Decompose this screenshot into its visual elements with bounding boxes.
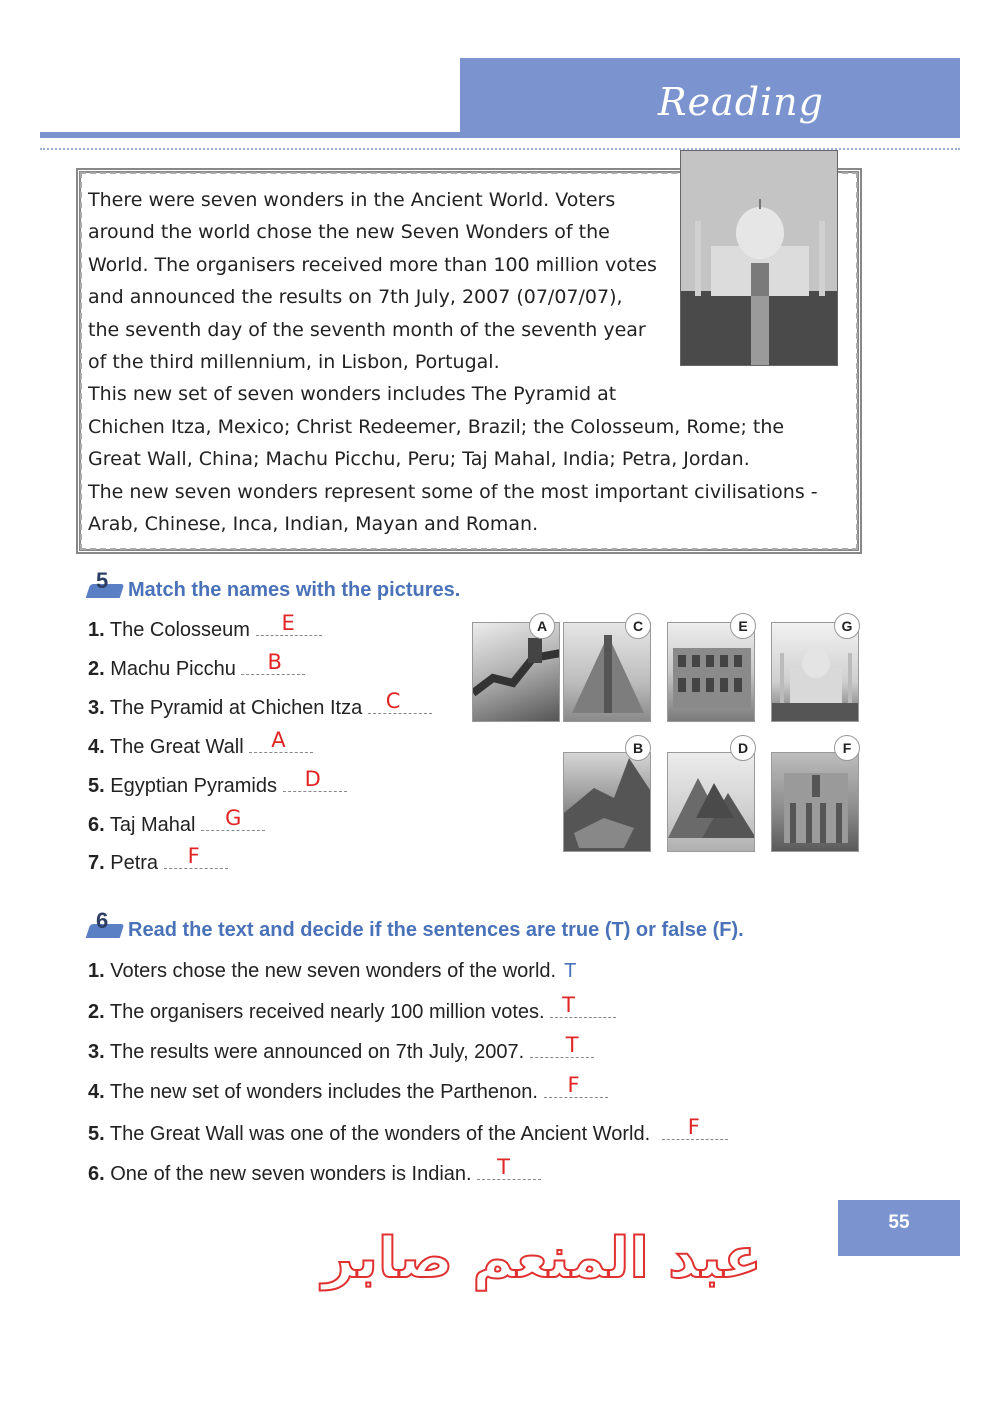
tf-item: 6. One of the new seven wonders is Indian. T xyxy=(88,1162,541,1186)
answer-blank[interactable]: F xyxy=(544,1080,608,1098)
picture-label: A xyxy=(529,613,555,639)
passage-line: This new set of seven wonders includes The Pyramid at xyxy=(88,383,617,406)
answer-blank[interactable]: T xyxy=(530,1040,594,1058)
passage-line: World. The organisers received more than 100 million votes xyxy=(88,253,657,276)
petra-photo xyxy=(771,752,859,852)
match-item: 7. Petra F xyxy=(88,851,228,875)
tf-item: 5. The Great Wall was one of the wonders of the Ancient World. F xyxy=(88,1122,728,1146)
page-title: Reading xyxy=(657,80,824,124)
answer-blank[interactable]: T xyxy=(550,1000,616,1018)
picture-label: G xyxy=(834,613,860,639)
book-number-icon: 6 xyxy=(88,916,122,940)
passage-line: Great Wall, China; Machu Picchu, Peru; Taj Mahal, India; Petra, Jordan. xyxy=(88,448,750,471)
section-6-heading: 6 Read the text and decide if the sentences are true (T) or false (F). xyxy=(88,916,744,942)
picture-label: B xyxy=(625,735,651,761)
answer-blank[interactable]: G xyxy=(201,813,265,831)
taj-mahal-photo xyxy=(680,150,838,366)
book-number-icon: 5 xyxy=(88,576,122,600)
header-rule xyxy=(40,132,460,138)
passage-line: around the world chose the new Seven Wonders of the xyxy=(88,221,610,244)
picture-label: D xyxy=(730,735,756,761)
answer-blank[interactable]: D xyxy=(283,774,347,792)
page-number: 55 xyxy=(838,1200,960,1256)
tf-item: 1. Voters chose the new seven wonders of the world. T xyxy=(88,960,577,982)
answer-blank[interactable]: F xyxy=(164,851,228,869)
section-5-heading: 5 Match the names with the pictures. xyxy=(88,576,460,602)
passage-line: the seventh day of the seventh month of the seventh year xyxy=(88,318,646,341)
match-item: 6. Taj Mahal G xyxy=(88,813,265,837)
picture-label: E xyxy=(730,613,756,639)
picture-label: C xyxy=(625,613,651,639)
answer-blank[interactable]: A xyxy=(249,735,313,753)
answer-blank[interactable]: T xyxy=(477,1162,541,1180)
match-item: 5. Egyptian Pyramids D xyxy=(88,774,347,798)
match-item: 3. The Pyramid at Chichen Itza C xyxy=(88,696,432,720)
answer-blank[interactable]: B xyxy=(241,657,305,675)
match-item: 2. Machu Picchu B xyxy=(88,657,305,681)
machu-picchu-photo xyxy=(563,752,651,852)
handwritten-signature: عبد المنعم صابر xyxy=(322,1226,762,1291)
passage-line: There were seven wonders in the Ancient World. Voters xyxy=(88,189,616,211)
answer-blank[interactable]: F xyxy=(662,1122,728,1140)
tf-item: 2. The organisers received nearly 100 million votes. T xyxy=(88,1000,616,1024)
passage-line: The new seven wonders represent some of the most important civilisations - xyxy=(88,480,818,503)
tf-item: 4. The new set of wonders includes the Parthenon. F xyxy=(88,1080,608,1104)
passage-line: Arab, Chinese, Inca, Indian, Mayan and Roman. xyxy=(88,513,539,536)
passage-line: of the third millennium, in Lisbon, Portugal. xyxy=(88,351,500,374)
answer-blank[interactable]: E xyxy=(256,618,322,636)
passage-line: and announced the results on 7th July, 2007 (07/07/07), xyxy=(88,286,623,309)
passage-line: Chichen Itza, Mexico; Christ Redeemer, Brazil; the Colosseum, Rome; the xyxy=(88,415,785,438)
egyptian-pyramids-photo xyxy=(667,752,755,852)
picture-label: F xyxy=(834,735,860,761)
tf-item: 3. The results were announced on 7th July, 2007. T xyxy=(88,1040,594,1064)
match-item: 1. The Colosseum E xyxy=(88,618,322,642)
answer-value: T xyxy=(564,960,577,982)
answer-blank[interactable]: C xyxy=(368,696,432,714)
match-item: 4. The Great Wall A xyxy=(88,735,313,759)
